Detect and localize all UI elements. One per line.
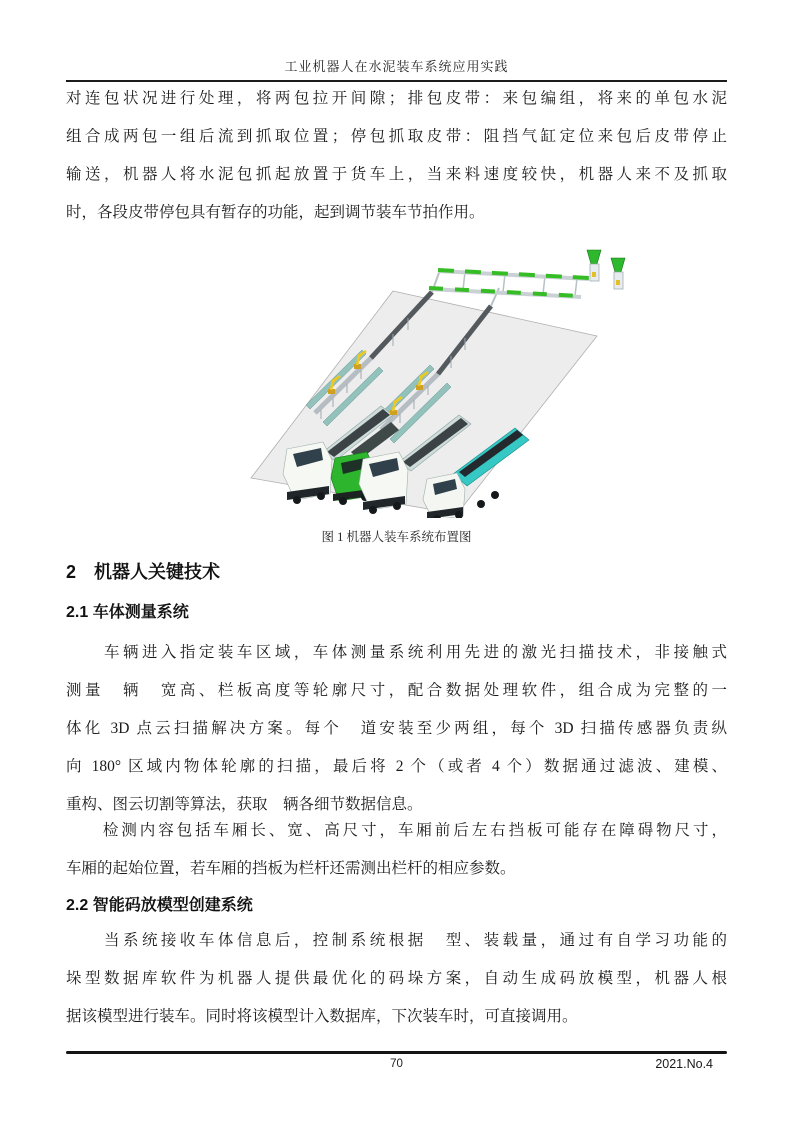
text-line: 向 180° 区域内物体轮廓的扫描，最后将 2 个（或者 4 个）数据通过滤波、建模、 <box>66 758 727 775</box>
text-line: 体化 3D 点云扫描解决方案。每个 道安装至少两组，每个 3D 扫描传感器负责纵 <box>66 720 727 737</box>
footer-rule <box>66 1051 727 1054</box>
text-line: 垛型数据库软件为机器人提供最优化的码垛方案，自动生成码放模型，机器人根 <box>66 970 727 987</box>
paragraph-2-1-b <box>66 812 727 888</box>
text-line: 车厢的起始位置，若车厢的挡板为栏杆还需测出栏杆的相应参数。 <box>66 860 516 877</box>
text-line: 对连包状况进行处理，将两包拉开间隙；排包皮带：来包编组，将来的单包水泥 <box>66 90 727 107</box>
section-2-heading: 2 机器人关键技术 <box>66 562 221 582</box>
text-line: 车辆进入指定装车区域，车体测量系统利用先进的激光扫描技术，非接触式 <box>66 644 727 661</box>
text-line: 组合成两包一组后流到抓取位置；停包抓取皮带：阻挡气缸定位来包后皮带停止 <box>66 128 727 145</box>
text-line: 检测内容包括车厢长、宽、高尺寸，车厢前后左右挡板可能存在障碍物尺寸， <box>66 822 727 839</box>
text-line: 时，各段皮带停包具有暂存的功能，起到调节装车节拍作用。 <box>66 204 485 221</box>
paragraph-2-2-a <box>66 922 727 1036</box>
figure-1 <box>233 246 647 518</box>
section-2-2-heading: 2.2 智能码放模型创建系统 <box>66 897 253 914</box>
figure-1-caption: 图 1 机器人装车系统布置图 <box>321 530 472 544</box>
section-2-1-heading: 2.1 车体测量系统 <box>66 604 189 621</box>
text-line: 输送，机器人将水泥包抓起放置于货车上，当来料速度较快，机器人来不及抓取 <box>66 166 727 183</box>
text-line: 据该模型进行装车。同时将该模型计入数据库，下次装车时，可直接调用。 <box>66 1008 578 1025</box>
footer-page-number: 70 <box>390 1058 403 1070</box>
paragraph-2-1-a <box>66 634 727 824</box>
footer-issue-label: 2021.No.4 <box>655 1057 713 1071</box>
packing-hoppers <box>587 250 625 289</box>
paragraph-intro <box>66 80 727 232</box>
robot-loading-system-illustration <box>233 246 647 518</box>
elevated-conveyor-frame <box>429 270 589 306</box>
text-line: 测量 辆 宽高、栏板高度等轮廓尺寸，配合数据处理软件，组合成为完整的一 <box>66 682 727 699</box>
running-title: 工业机器人在水泥装车系统应用实践 <box>284 59 509 74</box>
text-line: 当系统接收车体信息后，控制系统根据 型、装载量，通过有自学习功能的 <box>66 932 727 949</box>
text-line: 重构、图云切割等算法，获取 辆各细节数据信息。 <box>66 796 423 813</box>
